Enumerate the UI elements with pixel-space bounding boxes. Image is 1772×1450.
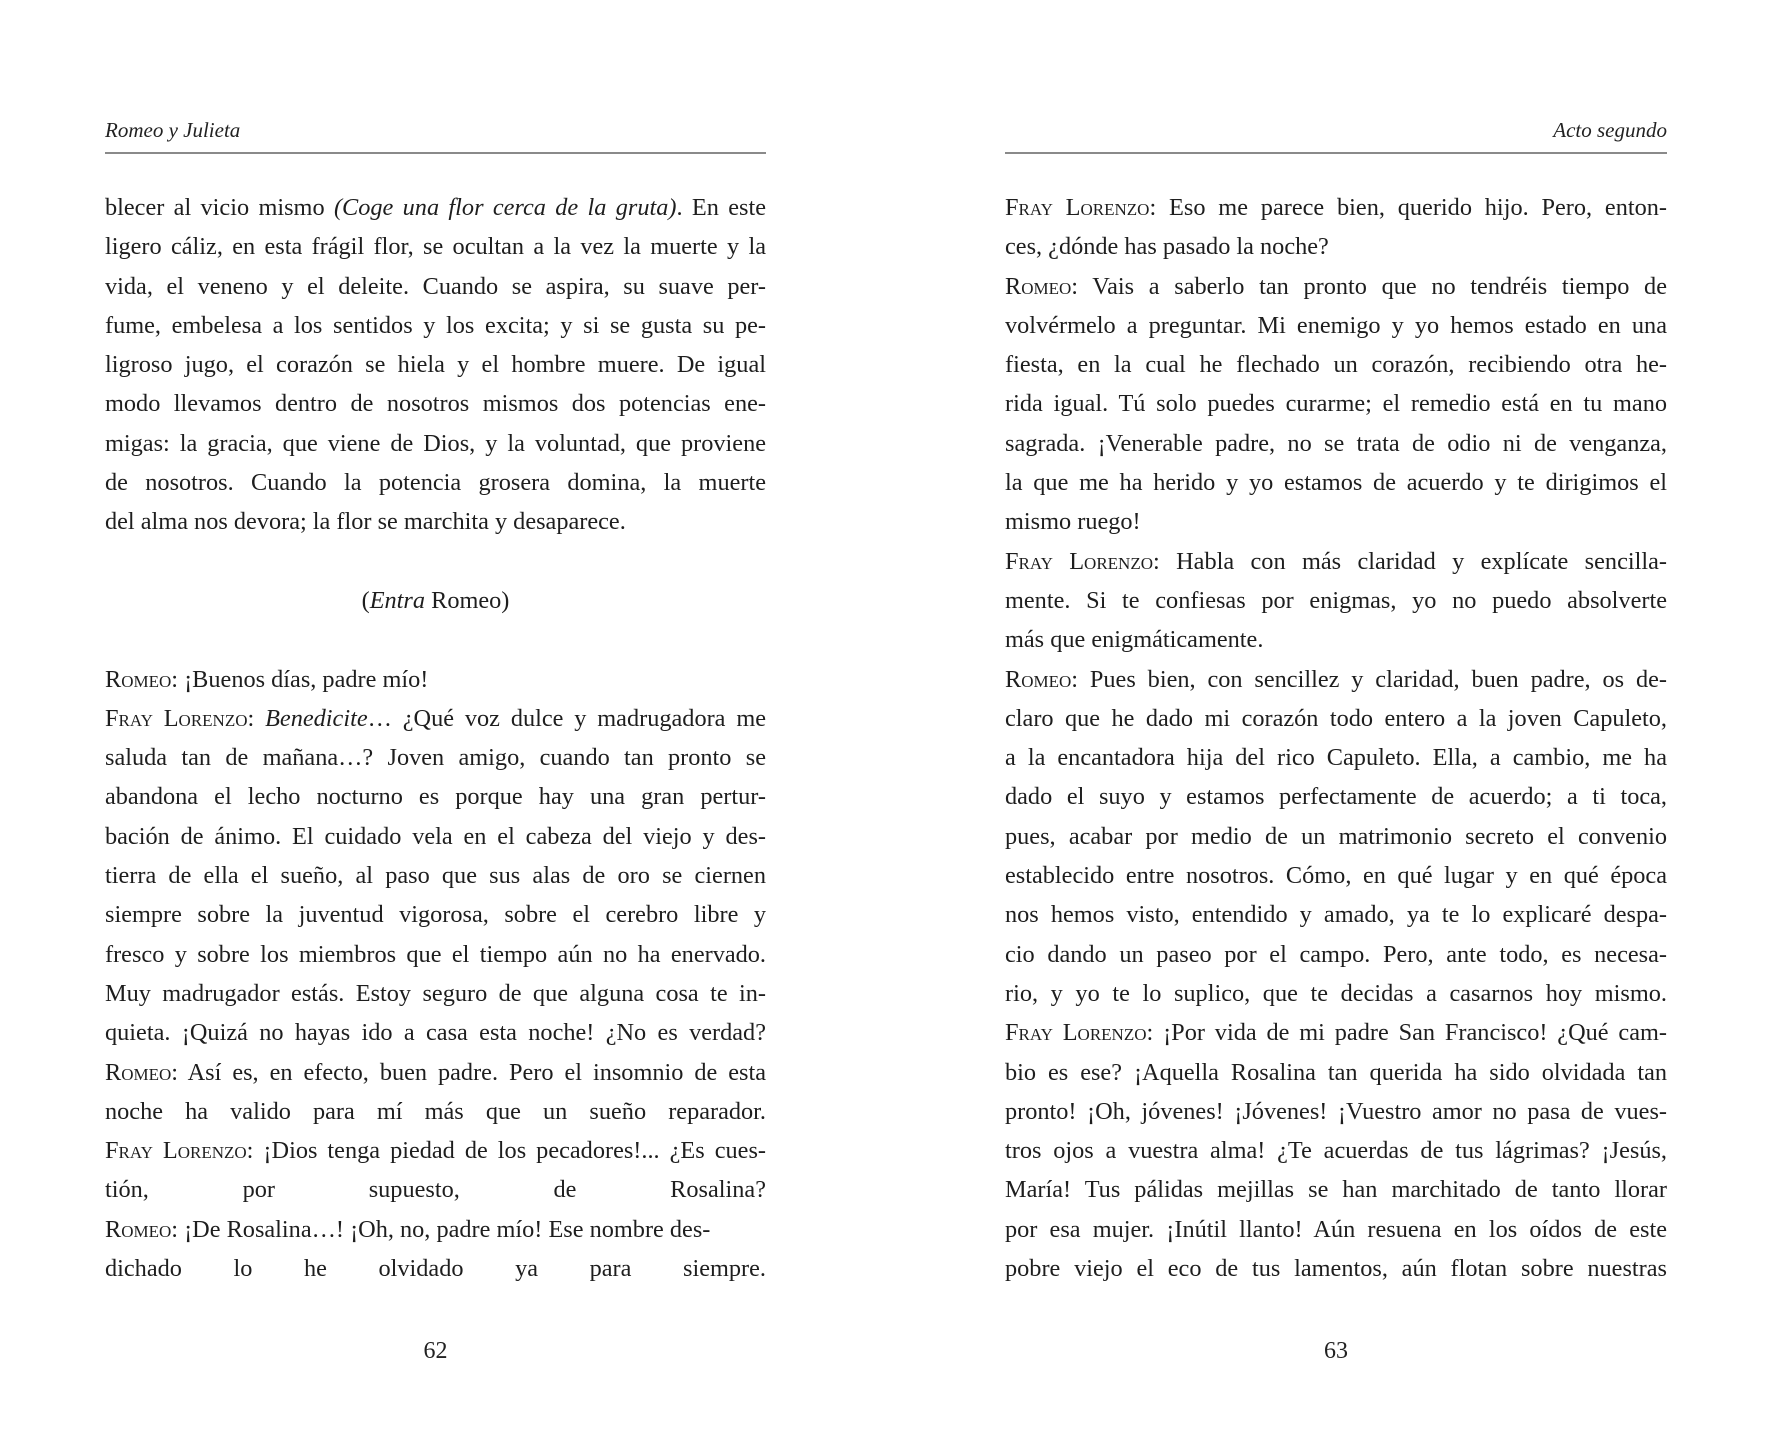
text-line xyxy=(1005,935,1667,974)
text-line xyxy=(105,660,766,699)
text-line xyxy=(105,1131,766,1170)
italic-text: Entra xyxy=(369,586,426,614)
text-line xyxy=(1005,817,1667,856)
text-run: dichado lo he olvidado ya para siempre. xyxy=(105,1255,766,1283)
page-number: 62 xyxy=(423,1338,448,1364)
text-line xyxy=(1005,1092,1667,1131)
text-run: : Vais a saberlo tan pronto que no tendréis tiempo de xyxy=(1071,272,1667,300)
text-run: pronto! ¡Oh, jóvenes! ¡Jóvenes! ¡Vuestro amor no pasa de vues- xyxy=(1005,1097,1667,1125)
text-run: : Eso me parece bien, querido hijo. Pero, enton- xyxy=(1149,194,1667,221)
text-line xyxy=(105,974,766,1013)
speaker-name: Romeo xyxy=(105,1215,172,1243)
header-rule xyxy=(1005,152,1667,154)
text-line xyxy=(105,463,766,502)
text-run: migas: la gracia, que viene de Dios, y la voluntad, que proviene xyxy=(105,429,766,457)
italic-text: (Coge una flor cerca de la gruta) xyxy=(333,194,677,221)
text-run: establecido entre nosotros. Cómo, en qué lugar y en qué época xyxy=(1005,862,1667,890)
text-run: de nosotros. Cuando la potencia grosera domina, la muerte xyxy=(105,469,766,497)
page-body-text xyxy=(1005,188,1667,1288)
text-run: a la encantadora hija del rico Capuleto. Ella, a cambio, me ha xyxy=(1005,744,1667,772)
speaker-name: Fray Lorenzo xyxy=(105,1137,247,1165)
text-run: Romeo) xyxy=(425,586,510,614)
running-head-book-title: Romeo y Julieta xyxy=(105,118,241,142)
text-run: más que enigmáticamente. xyxy=(1005,626,1264,654)
text-line xyxy=(105,345,766,384)
text-run: ( xyxy=(361,586,370,614)
stage-direction xyxy=(105,581,766,620)
text-run: fresco y sobre los miembros que el tiempo aún no ha enervado. xyxy=(105,940,766,968)
text-run: : xyxy=(247,704,266,732)
text-line xyxy=(1005,188,1667,227)
text-run: siempre sobre la juventud vigorosa, sobre el cerebro libre y xyxy=(105,901,766,929)
text-line xyxy=(105,895,766,934)
text-line xyxy=(1005,620,1667,659)
running-head-act-title: Acto segundo xyxy=(1553,118,1667,142)
text-run: rio, y yo te lo suplico, que te decidas a casarnos hoy mismo. xyxy=(1005,979,1667,1007)
text-run: … ¿Qué voz dulce y madrugadora me xyxy=(367,704,766,732)
text-line xyxy=(105,1170,766,1209)
text-line xyxy=(1005,1170,1667,1209)
text-run: fiesta, en la cual he flechado un corazón, recibiendo otra he- xyxy=(1005,351,1667,379)
blank-line xyxy=(105,620,766,659)
speaker-name: Fray Lorenzo xyxy=(1005,547,1153,575)
text-run: ligero cáliz, en esta frágil flor, se ocultan a la vez la muerte y la xyxy=(105,233,766,261)
text-line xyxy=(1005,1249,1667,1288)
text-line xyxy=(1005,581,1667,620)
text-run: tros ojos a vuestra alma! ¿Te acuerdas de tus lágrimas? ¡Jesús, xyxy=(1005,1137,1667,1165)
text-line xyxy=(1005,777,1667,816)
text-line xyxy=(1005,463,1667,502)
text-run: rida igual. Tú solo puedes curarme; el remedio está en tu mano xyxy=(1005,390,1667,418)
text-line xyxy=(1005,974,1667,1013)
text-run: volvérmelo a preguntar. Mi enemigo y yo hemos estado en una xyxy=(1005,311,1667,339)
text-line xyxy=(105,267,766,306)
text-run: bio es ese? ¡Aquella Rosalina tan querida ha sido olvidada tan xyxy=(1005,1058,1667,1086)
text-run: abandona el lecho nocturno es porque hay una gran pertur- xyxy=(105,783,766,811)
text-run: tierra de ella el sueño, al paso que sus alas de oro se ciernen xyxy=(105,862,766,890)
text-run: tión, por supuesto, de Rosalina? xyxy=(105,1176,766,1204)
text-run: claro que he dado mi corazón todo entero a la joven Capuleto, xyxy=(1005,704,1667,732)
text-run: vida, el veneno y el deleite. Cuando se aspira, su suave per- xyxy=(105,272,766,300)
text-run: pues, acabar por medio de un matrimonio secreto el convenio xyxy=(1005,822,1667,850)
text-run: : Así es, en efecto, buen padre. Pero el insomnio de esta xyxy=(171,1058,766,1086)
speaker-name: Romeo xyxy=(1005,272,1072,300)
text-line xyxy=(105,1092,766,1131)
text-run: sagrada. ¡Venerable padre, no se trata de odio ni de venganza, xyxy=(1005,429,1667,457)
text-line xyxy=(105,1210,766,1249)
text-run: : ¡Dios tenga piedad de los pecadores!... ¿Es cues- xyxy=(246,1137,767,1165)
text-line xyxy=(105,856,766,895)
right-page xyxy=(1005,0,1667,1450)
text-run: nos hemos visto, entendido y amado, ya te lo explicaré despa- xyxy=(1005,901,1667,929)
text-line xyxy=(105,777,766,816)
text-line xyxy=(1005,384,1667,423)
text-line xyxy=(105,817,766,856)
text-line xyxy=(1005,1210,1667,1249)
text-line xyxy=(1005,738,1667,777)
text-line xyxy=(105,502,766,541)
text-line xyxy=(105,384,766,423)
text-run: modo llevamos dentro de nosotros mismos dos potencias ene- xyxy=(105,390,766,418)
text-run: ces, ¿dónde has pasado la noche? xyxy=(1005,233,1329,261)
text-run: : Habla con más claridad y explícate sencilla- xyxy=(1153,547,1667,575)
italic-text: Benedicite xyxy=(265,704,368,732)
text-line xyxy=(1005,227,1667,266)
text-line xyxy=(1005,856,1667,895)
text-line xyxy=(1005,542,1667,581)
text-run: blecer al vicio mismo xyxy=(105,194,334,221)
text-run: dado el suyo y estamos perfectamente de acuerdo; a ti toca, xyxy=(1005,783,1667,811)
text-run: bación de ánimo. El cuidado vela en el cabeza del viejo y des- xyxy=(105,822,766,850)
text-line xyxy=(105,306,766,345)
text-line xyxy=(1005,660,1667,699)
text-line xyxy=(1005,1053,1667,1092)
text-run: por esa mujer. ¡Inútil llanto! Aún resuena en los oídos de este xyxy=(1005,1215,1667,1243)
text-run: la que me ha herido y yo estamos de acuerdo y te dirigimos el xyxy=(1005,469,1667,497)
text-line xyxy=(105,935,766,974)
speaker-name: Fray Lorenzo xyxy=(1005,1019,1147,1047)
text-run: pobre viejo el eco de tus lamentos, aún flotan sobre nuestras xyxy=(1005,1255,1667,1283)
text-run: : ¡Por vida de mi padre San Francisco! ¿Qué cam- xyxy=(1146,1019,1667,1047)
text-run: cio dando un paseo por el campo. Pero, ante todo, es necesa- xyxy=(1005,940,1667,968)
text-run: saluda tan de mañana…? Joven amigo, cuando tan pronto se xyxy=(105,744,766,772)
text-line xyxy=(105,1053,766,1092)
text-line xyxy=(105,1249,766,1288)
text-run: mente. Si te confiesas por enigmas, yo no puedo absolverte xyxy=(1005,586,1667,614)
text-run: : ¡Buenos días, padre mío! xyxy=(171,665,429,693)
speaker-name: Romeo xyxy=(105,1058,172,1086)
text-run: noche ha valido para mí más que un sueño reparador. xyxy=(105,1097,766,1125)
text-line xyxy=(105,188,766,227)
speaker-name: Romeo xyxy=(1005,665,1072,693)
text-line xyxy=(105,424,766,463)
text-run: : Pues bien, con sencillez y claridad, buen padre, os de- xyxy=(1071,665,1667,693)
text-run: ligroso jugo, el corazón se hiela y el hombre muere. De igual xyxy=(105,351,766,379)
speaker-name: Romeo xyxy=(105,665,172,693)
header-rule xyxy=(105,152,766,154)
text-line xyxy=(1005,267,1667,306)
text-run: María! Tus pálidas mejillas se han marchitado de tanto llorar xyxy=(1005,1176,1667,1204)
text-line xyxy=(105,699,766,738)
text-line xyxy=(105,227,766,266)
left-page xyxy=(105,0,766,1450)
text-line xyxy=(1005,306,1667,345)
text-run: Muy madrugador estás. Estoy seguro de que alguna cosa te in- xyxy=(105,979,766,1007)
page-body-text xyxy=(105,188,766,1288)
text-line xyxy=(1005,345,1667,384)
text-line xyxy=(1005,699,1667,738)
speaker-name: Fray Lorenzo xyxy=(1005,194,1150,221)
blank-line xyxy=(105,542,766,581)
text-line xyxy=(1005,1131,1667,1170)
speaker-name: Fray Lorenzo xyxy=(105,704,248,732)
text-run: . En este xyxy=(676,194,766,221)
text-run: del alma nos devora; la flor se marchita y desaparece. xyxy=(105,508,626,536)
text-line xyxy=(1005,502,1667,541)
text-run: mismo ruego! xyxy=(1005,508,1141,536)
text-line xyxy=(1005,1013,1667,1052)
text-line xyxy=(105,738,766,777)
text-line xyxy=(1005,895,1667,934)
text-run: : ¡De Rosalina…! ¡Oh, no, padre mío! Ese nombre des- xyxy=(171,1215,711,1243)
text-line xyxy=(105,1013,766,1052)
text-line xyxy=(1005,424,1667,463)
text-run: quieta. ¡Quizá no hayas ido a casa esta noche! ¿No es verdad? xyxy=(105,1019,766,1047)
page-number: 63 xyxy=(1324,1338,1348,1364)
text-run: fume, embelesa a los sentidos y los excita; y si se gusta su pe- xyxy=(105,311,766,339)
